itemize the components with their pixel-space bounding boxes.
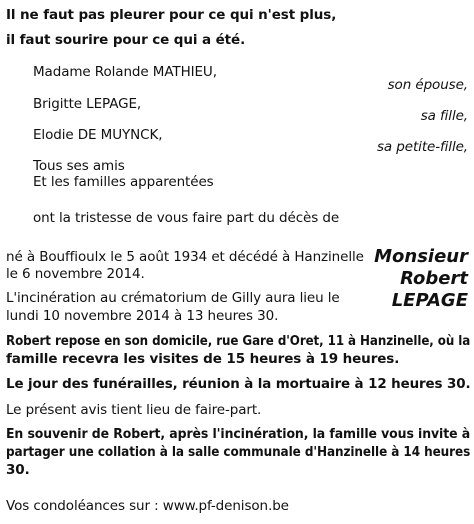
rest-line-1: Robert repose en son domicile, rue Gare d'Oret, 11 à Hanzinelle, où la — [6, 333, 471, 349]
condolences: Vos condoléances sur : www.pf-denison.be — [6, 498, 289, 514]
others-line-2: Et les familles apparentées — [33, 174, 214, 190]
family-member-name: Elodie DE MUYNCK, — [33, 127, 163, 143]
memory-line-3: 30. — [6, 462, 30, 478]
birth-death-line-2: le 6 novembre 2014. — [6, 266, 145, 282]
family-member-relation: sa fille, — [420, 108, 468, 124]
cremation-line-2: lundi 10 novembre 2014 à 13 heures 30. — [6, 308, 279, 324]
memory-line-2: partager une collation à la salle communale d'Hanzinelle à 14 heures — [6, 444, 471, 460]
announcement: ont la tristesse de vous faire part du décès de — [33, 210, 340, 226]
deceased-first-name: Robert — [400, 268, 468, 289]
deceased-name — [374, 246, 468, 312]
notice: Le présent avis tient lieu de faire-part. — [6, 402, 262, 418]
memory-line-1: En souvenir de Robert, après l'incinération, la famille vous invite à — [6, 426, 471, 442]
rest-line-2: famille recevra les visites de 15 heures à 19 heures. — [6, 351, 400, 367]
cremation-line-1: L'incinération au crématorium de Gilly aura lieu le — [6, 290, 340, 306]
family-member-name: Brigitte LEPAGE, — [33, 96, 142, 112]
funeral-day: Le jour des funérailles, réunion à la mortuaire à 12 heures 30. — [6, 376, 471, 392]
family-member-name: Madame Rolande MATHIEU, — [33, 64, 217, 80]
intro-line-1: Il ne faut pas pleurer pour ce qui n'est plus, — [6, 7, 337, 23]
deceased-title: Monsieur — [374, 246, 468, 267]
family-member-relation: sa petite-fille, — [377, 139, 468, 155]
intro-line-2: il faut sourire pour ce qui a été. — [6, 32, 246, 48]
family-member-relation: son épouse, — [387, 77, 468, 93]
birth-death-line-1: né à Bouffioulx le 5 août 1934 et décédé à Hanzinelle — [6, 249, 364, 265]
others-line-1: Tous ses amis — [33, 158, 125, 174]
deceased-last-name: LEPAGE — [391, 290, 468, 311]
